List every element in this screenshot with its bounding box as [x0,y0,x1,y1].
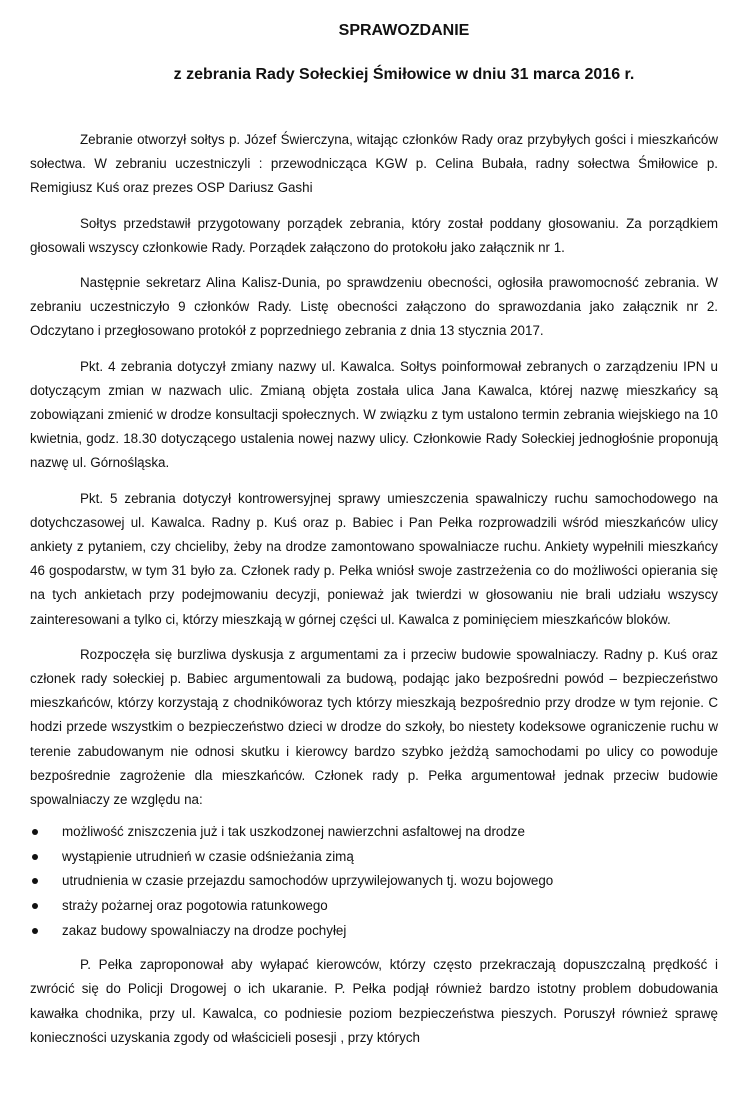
list-item-text: zakaz budowy spowalniaczy na drodze pochyłej [62,922,347,938]
list-item-text: możliwość zniszczenia już i tak uszkodzonej nawierzchni asfaltowej na drodze [62,824,525,840]
bullet-icon [32,903,38,909]
bullet-icon [32,854,38,860]
paragraph-agenda: Sołtys przedstawił przygotowany porządek zebrania, który został poddany głosowaniu. Za porządkiem głosowali wszyscy członkowie Rady. Porządek załączono do protokołu jako załącznik nr 1. [30,215,718,255]
paragraph-discussion: Rozpoczęła się burzliwa dyskusja z argumentami za i przeciw budowie spowalniaczy. Radny p. Kuś oraz członek rady sołeckiej p. Babiec argumentowali za budową, podając jako bezpośredni powód – bezpieczeństwo mieszkańców, którzy korzystają z chodnikóworaz tych którzy mieszkają bezpośrednio przy drodze w tym rejonie. C hodzi przede wszystkim o bezpieczeństwo dzieci w drodze do szkoły, bo niestety kodeksowe ograniczenie ruchu w terenie zabudowanym nie odnosi skutku i kierowcy bardzo szybko jeżdżą samochodami po ulicy co powoduje bezpośrednie zagrożenie dla mieszkańców. Członek rady p. Pełka argumentował jednak przeciw budowie spowalniaczy ze względu na: [30,646,718,808]
list-item-text: wystąpienie utrudnień w czasie odśnieżania zimą [62,848,354,864]
document-subtitle: z zebrania Rady Sołeckiej Śmiłowice w dniu 31 marca 2016 r. [173,66,635,83]
bullet-icon [32,829,38,835]
paragraph-opening: Zebranie otworzył sołtys p. Józef Świerczyna, witając członków Rady oraz przybyłych gości i mieszkańców sołectwa. W zebraniu uczestniczyli : przewodnicząca KGW p. Celina Bubała, radny sołectwa Śmiłowice p. Remigiusz Kuś oraz prezes OSP Dariusz Gashi [30,132,718,196]
document-title: SPRAWOZDANIE [338,22,470,39]
paragraph-point-4: Pkt. 4 zebrania dotyczył zmiany nazwy ul. Kawalca. Sołtys poinformował zebranych o zarządzeniu IPN u dotyczącym zmian w nazwach ulic. Zmianą objęta została ulica Jana Kawalca, której nazwę mieszkańcy są zobowiązani zmienić w drodze konsultacji społecznych. W związku z tym ustalono termin zebrania wiejskiego na 10 kwietnia, godz. 18.30 dotyczącego ustalenia nowej nazwy ulicy. Członkowie Rady Sołeckiej jednogłośnie proponują nazwę ul. Górnośląska. [30,358,718,471]
paragraph-point-5: Pkt. 5 zebrania dotyczył kontrowersyjnej sprawy umieszczenia spawalniczy ruchu samochodowego na dotychczasowej ul. Kawalca. Radny p. Kuś oraz p. Babiec i Pan Pełka rozprowadzili wśród mieszkańców ulicy ankiety z pytaniem, czy chcieliby, żeby na drodze zamontowano spowalniacze ruchu. Ankiety wypełnili mieszkańcy 46 gospodarstw, w tym 31 było za. Członek rady p. Pełka wniósł swoje zastrzeżenia co do możliwości opierania się na tych ankietach przy podejmowaniu decyzji, ponieważ jak twierdzi w głosowaniu nie brali udziału wszyscy zainteresowani a tylko ci, którzy mieszkają w górnej części ul. Kawalca z pominięciem mieszkańców bloków. [30,490,718,627]
arguments-list [30,820,718,943]
document-page [30,20,718,1061]
list-item [30,820,718,845]
list-item-text: utrudnienia w czasie przejazdu samochodów uprzywilejowanych tj. wozu bojowego [62,873,554,889]
list-item [30,845,718,870]
list-item [30,919,718,944]
list-item-text: straży pożarnej oraz pogotowia ratunkowego [62,898,328,914]
list-item [30,894,718,919]
bullet-icon [32,878,38,884]
bullet-icon [32,928,38,934]
paragraph-attendance: Następnie sekretarz Alina Kalisz-Dunia, po sprawdzeniu obecności, ogłosiła prawomocność zebrania. W zebraniu uczestniczyło 9 członków Rady. Listę obecności załączono do sprawozdania jako załącznik nr 2. Odczytano i przegłosowano protokół z poprzedniego zebrania z dnia 13 stycznia 2017. [30,275,718,339]
paragraph-closing: P. Pełka zaproponował aby wyłapać kierowców, którzy często przekraczają dopuszczalną prędkość i zwrócić się do Policji Drogowej o ich ukaranie. P. Pełka podjął również bardzo istotny problem dobudowania kawałka chodnika, przy ul. Kawalca, co podniesie poziom bezpieczeństwa pieszych. Poruszył również sprawę konieczności uzyskania zgody od właścicieli posesji , przy których [30,957,718,1045]
list-item [30,869,718,894]
